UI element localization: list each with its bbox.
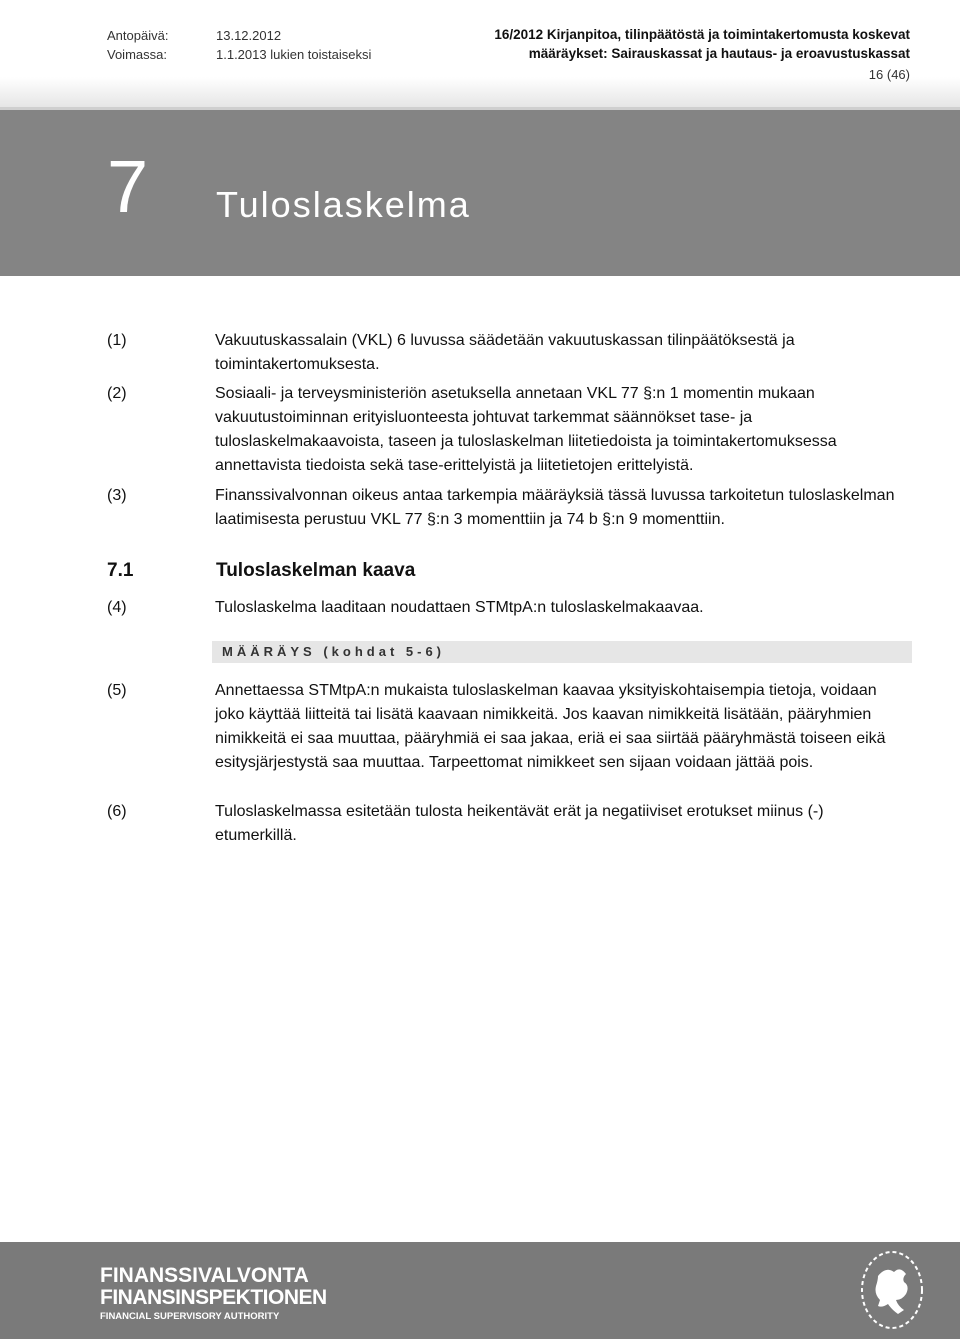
section-title: Tuloslaskelman kaava bbox=[216, 560, 416, 581]
paragraph-text: Vakuutuskassalain (VKL) 6 luvussa säädetään vakuutuskassan tilinpäätöksestä ja toimintakertomuksesta. bbox=[215, 332, 795, 373]
paragraph-number: (6) bbox=[107, 803, 127, 820]
document-title-line1: 16/2012 Kirjanpitoa, tilinpäätöstä ja toimintakertomusta koskevat bbox=[494, 27, 910, 42]
page-footer bbox=[0, 1242, 960, 1339]
paragraph-number: (5) bbox=[107, 682, 127, 699]
paragraph-text: Tuloslaskelma laaditaan noudattaen STMtpA:n tuloslaskelmakaavaa. bbox=[215, 599, 704, 616]
paragraph-2 bbox=[107, 382, 907, 478]
logo-line3: FINANCIAL SUPERVISORY AUTHORITY bbox=[100, 1311, 280, 1322]
chapter-title: Tuloslaskelma bbox=[216, 184, 471, 225]
document-title-line2: määräykset: Sairauskassat ja hautaus- ja eroavustuskassat bbox=[528, 46, 910, 61]
paragraph-text: Annettaessa STMtpA:n mukaista tuloslaskelman kaavaa yksityiskohtaisempia tietoja, voidaan joko käyttää liitteitä tai lisätä kaavaan nimikkeitä. Jos kaavan nimikkeitä lisätään, pääryhmien nimikkeitä ei saa muuttaa, pääryhmiä ei saa jakaa, eriä ei saa siirtää pääryhmästä toiseen eikä esitysjärjestystä saa muuttaa. Tarpeettomat nimikkeet sen sijaan voidaan jättää pois. bbox=[215, 682, 886, 771]
paragraph-text: Finanssivalvonnan oikeus antaa tarkempia määräyksiä tässä luvussa tarkoitetun tuloslaskelman laatimisesta perustuu VKL 77 §:n 3 momenttiin ja 74 b §:n 9 momenttiin. bbox=[215, 487, 895, 528]
lion-emblem-icon bbox=[856, 1246, 928, 1334]
paragraph-number: (1) bbox=[107, 332, 127, 349]
paragraph-4 bbox=[107, 596, 907, 620]
paragraph-number: (4) bbox=[107, 599, 127, 616]
paragraph-number: (2) bbox=[107, 385, 127, 402]
logo-line2: FINANSINSPEKTIONEN bbox=[100, 1286, 327, 1309]
chapter-number: 7 bbox=[107, 145, 149, 228]
date-value: 13.12.2012 bbox=[216, 28, 282, 43]
regulation-box bbox=[212, 641, 912, 663]
paragraph-5 bbox=[107, 679, 907, 775]
paragraph-text: Sosiaali- ja terveysministeriön asetuksella annetaan VKL 77 §:n 1 momentin mukaan vakuutustoiminnan erityisluonteesta johtuvat tarkemmat säännökset tase- ja tuloslaskelmakaavoista, taseen ja tuloslaskelman liitetiedoista ja toimintakertomuksessa annettavista tiedoista sekä tase-erittelyistä ja liitetietojen erittelyistä. bbox=[215, 385, 837, 474]
section-number: 7.1 bbox=[107, 560, 134, 581]
paragraph-3 bbox=[107, 484, 907, 532]
valid-label: Voimassa: bbox=[107, 47, 167, 62]
date-label: Antopäivä: bbox=[107, 28, 169, 43]
logo-line1: FINANSSIVALVONTA bbox=[100, 1264, 309, 1287]
regulation-label: MÄÄRÄYS (kohdat 5-6) bbox=[222, 644, 446, 659]
paragraph-1 bbox=[107, 329, 907, 377]
paragraph-number: (3) bbox=[107, 487, 127, 504]
paragraph-text: Tuloslaskelmassa esitetään tulosta heikentävät erät ja negatiiviset erotukset miinus (-) etumerkillä. bbox=[215, 803, 824, 844]
page-number: 16 (46) bbox=[868, 67, 910, 82]
paragraph-6 bbox=[107, 800, 907, 848]
valid-value: 1.1.2013 lukien toistaiseksi bbox=[216, 47, 372, 62]
